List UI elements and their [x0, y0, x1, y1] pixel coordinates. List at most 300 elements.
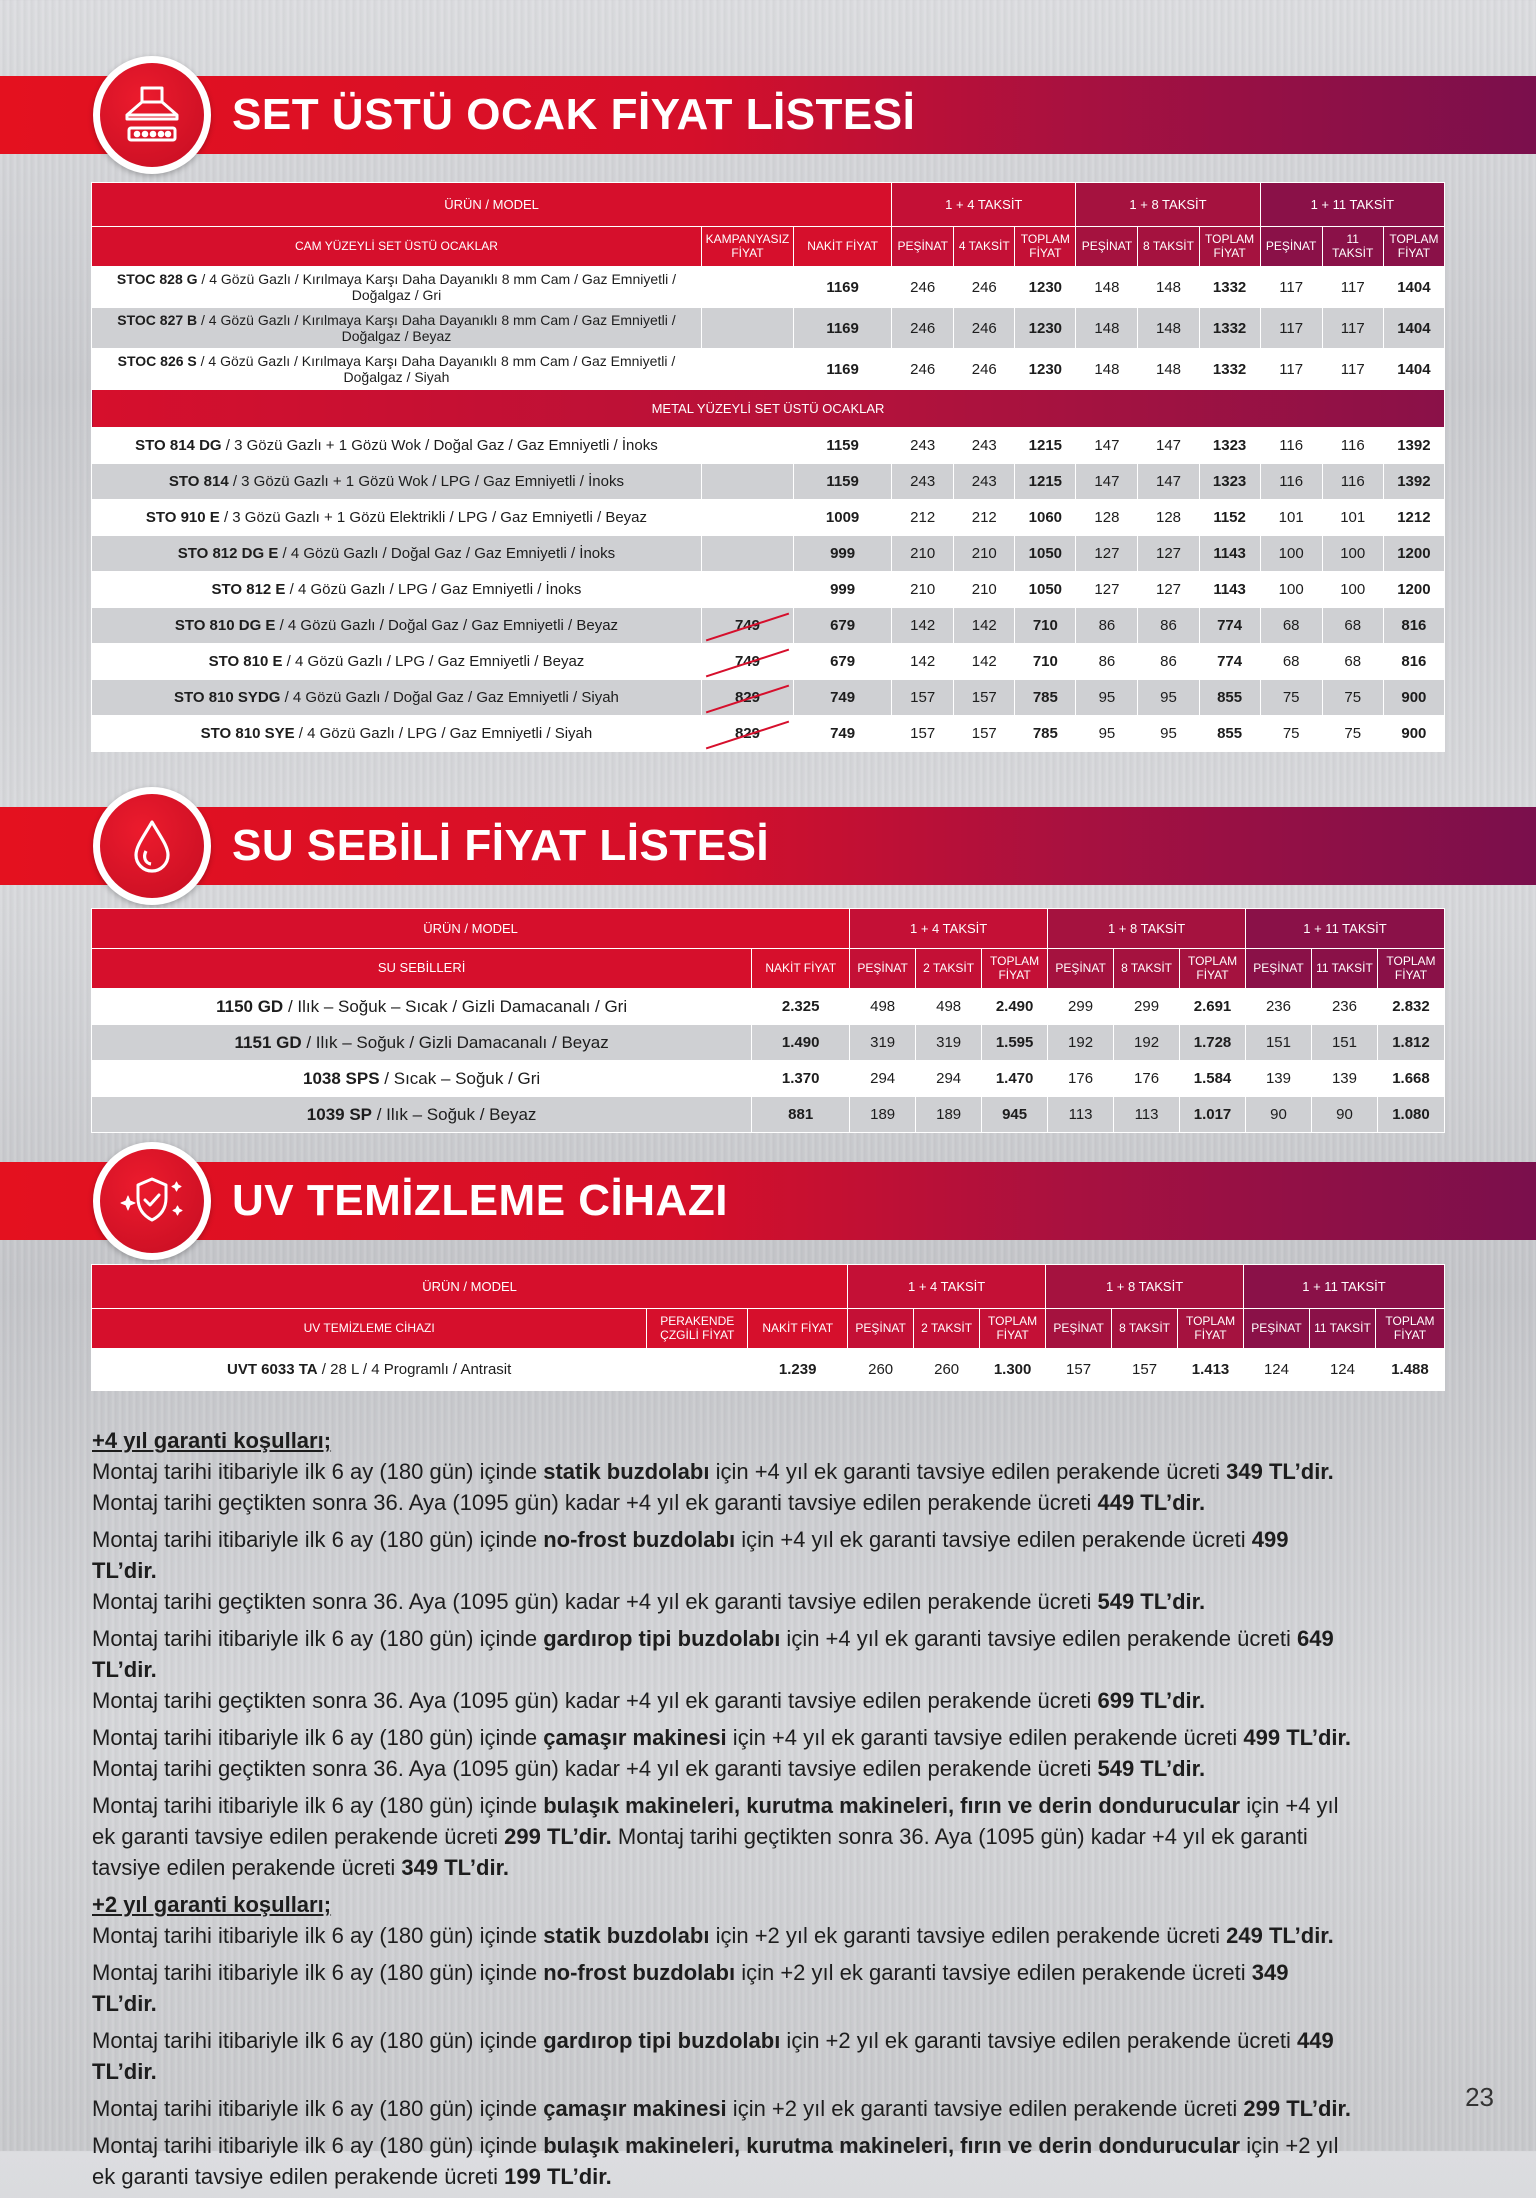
group-uv: UV TEMİZLEME CİHAZI — [92, 1309, 647, 1349]
body-text: Montaj tarihi itibariyle ilk 6 ay (180 gün) içinde — [92, 2133, 544, 2158]
list-price — [701, 500, 793, 536]
emphasis-text: gardırop tipi buzdolabı — [543, 2028, 781, 2053]
down-payment-11: 90 — [1246, 1097, 1312, 1133]
total-4: 1230 — [1015, 267, 1076, 308]
sebil-col-down-4: PEŞİNAT — [850, 949, 916, 989]
sebil-col-plan-11: 1 + 11 TAKSİT — [1246, 909, 1445, 949]
installment-11: 116 — [1322, 464, 1383, 500]
down-payment-8: 95 — [1076, 716, 1138, 752]
sebil-col-down-8: PEŞİNAT — [1048, 949, 1114, 989]
installment-8: 95 — [1138, 680, 1199, 716]
total-11: 1.668 — [1377, 1061, 1444, 1097]
model-code: 1039 SP — [306, 1104, 373, 1124]
down-payment-8: 128 — [1076, 500, 1138, 536]
ocak-title: SET ÜSTÜ OCAK FİYAT LİSTESİ — [232, 90, 916, 139]
model-spec: / Ilık – Soğuk / Beyaz — [372, 1104, 537, 1124]
table-row — [92, 308, 1445, 349]
cash-price: 1169 — [794, 267, 892, 308]
body-text: Montaj tarihi geçtikten sonra 36. Aya (1095 gün) kadar +4 yıl ek garanti tavsiye edilen perakende ücreti — [92, 1756, 1098, 1781]
installment-8: 127 — [1138, 536, 1199, 572]
cash-price: 1169 — [794, 308, 892, 349]
total-8: 1.017 — [1180, 1097, 1246, 1133]
product-description — [92, 500, 702, 536]
down-payment-8: 127 — [1076, 572, 1138, 608]
col-down-11: PEŞİNAT — [1260, 227, 1322, 267]
product-description — [92, 716, 702, 752]
sebil-col-total-8: TOPLAM FİYAT — [1180, 949, 1246, 989]
installment-8: 86 — [1138, 644, 1199, 680]
body-text: için +4 yıl ek garanti tavsiye edilen perakende ücreti — [709, 1459, 1227, 1484]
model-code: STOC 826 S — [117, 352, 197, 369]
model-code: STO 910 E — [145, 508, 220, 526]
warranty-paragraph — [92, 1623, 1352, 1716]
emphasis-text: 249 TL’dir. — [1226, 1923, 1334, 1948]
model-spec: / 4 Gözü Gazlı / Kırılmaya Karşı Daha Dayanıklı 8 mm Cam / Gaz Emniyetli / Doğalgaz / Gri — [197, 270, 677, 303]
total-11: 1404 — [1383, 267, 1444, 308]
installment-4: 157 — [954, 716, 1015, 752]
total-4: 785 — [1015, 716, 1076, 752]
emphasis-text: çamaşır makinesi — [543, 2096, 727, 2121]
down-payment-11: 100 — [1260, 536, 1322, 572]
cash-price: 749 — [794, 680, 892, 716]
down-payment-11: 117 — [1260, 267, 1322, 308]
model-code: STOC 827 B — [117, 311, 198, 328]
installment-11: 236 — [1311, 989, 1377, 1025]
model-code: STOC 828 G — [116, 270, 198, 287]
product-description — [92, 267, 702, 308]
cash-price: 679 — [794, 608, 892, 644]
installment-8: 147 — [1138, 464, 1199, 500]
uv-col-down-8: PEŞİNAT — [1046, 1309, 1112, 1349]
down-payment-11: 68 — [1260, 608, 1322, 644]
sebil-col-inst-4: 2 TAKSİT — [916, 949, 982, 989]
table-row — [92, 464, 1445, 500]
body-text: için +2 yıl ek garanti tavsiye edilen perakende ücreti — [92, 2133, 1339, 2189]
down-payment-4: 246 — [892, 308, 954, 349]
table-row — [92, 267, 1445, 308]
installment-11: 75 — [1322, 680, 1383, 716]
body-text: için +4 yıl ek garanti tavsiye edilen perakende ücreti — [726, 1725, 1244, 1750]
total-4: 1.595 — [982, 1025, 1048, 1061]
installment-4: 319 — [916, 1025, 982, 1061]
table-row — [92, 1061, 1445, 1097]
col-total-11: TOPLAM FİYAT — [1383, 227, 1444, 267]
down-payment-4: 189 — [850, 1097, 916, 1133]
uv-col-retail: PERAKENDE ÇZGİLİ FİYAT — [647, 1309, 748, 1349]
table-row — [92, 644, 1445, 680]
total-11: 816 — [1383, 608, 1444, 644]
installment-8: 113 — [1114, 1097, 1180, 1133]
down-payment-4: 142 — [892, 608, 954, 644]
total-4: 785 — [1015, 680, 1076, 716]
product-description — [92, 1097, 752, 1133]
down-payment-4: 210 — [892, 572, 954, 608]
model-spec: / 4 Gözü Gazlı / LPG / Gaz Emniyetli / İnoks — [285, 580, 582, 598]
total-4: 1230 — [1015, 308, 1076, 349]
shield-check-icon — [116, 1171, 188, 1231]
ocak-banner — [0, 76, 1536, 154]
plus2-title: +2 yıl garanti koşulları; — [92, 1892, 332, 1917]
model-spec: / 28 L / 4 Programlı / Antrasit — [317, 1360, 512, 1378]
cash-price: 1009 — [794, 500, 892, 536]
down-payment-4: 319 — [850, 1025, 916, 1061]
body-text: Montaj tarihi geçtikten sonra 36. Aya (1095 gün) kadar +4 yıl ek garanti tavsiye edilen perakende ücreti — [92, 1490, 1098, 1515]
cash-price: 1.239 — [748, 1349, 848, 1391]
table-row — [92, 500, 1445, 536]
table-row — [92, 349, 1445, 390]
installment-11: 90 — [1311, 1097, 1377, 1133]
emphasis-text: statik buzdolabı — [543, 1459, 710, 1484]
cooker-hood-icon — [119, 82, 185, 148]
total-8: 1332 — [1199, 267, 1260, 308]
down-payment-8: 86 — [1076, 644, 1138, 680]
warranty-paragraph — [92, 2025, 1352, 2087]
cash-price: 749 — [794, 716, 892, 752]
installment-11: 124 — [1309, 1349, 1375, 1391]
body-text: Montaj tarihi itibariyle ilk 6 ay (180 gün) içinde — [92, 1960, 544, 1985]
installment-4: 243 — [954, 428, 1015, 464]
installment-8: 148 — [1138, 349, 1199, 390]
total-8: 1143 — [1199, 572, 1260, 608]
body-text: Montaj tarihi itibariyle ilk 6 ay (180 gün) içinde — [92, 1527, 544, 1552]
total-8: 1332 — [1199, 349, 1260, 390]
product-description — [92, 536, 702, 572]
body-text: Montaj tarihi itibariyle ilk 6 ay (180 gün) içinde — [92, 1725, 544, 1750]
installment-4: 260 — [914, 1349, 980, 1391]
installment-11: 117 — [1322, 349, 1383, 390]
warranty-terms — [92, 1425, 1352, 2198]
body-text: için +4 yıl ek garanti tavsiye edilen perakende ücreti — [780, 1626, 1297, 1651]
body-text: Montaj tarihi geçtikten sonra 36. Aya (1095 gün) kadar +4 yıl ek garanti tavsiye edilen perakende ücreti — [92, 1824, 1308, 1880]
uv-col-inst-11: 11 TAKSİT — [1309, 1309, 1375, 1349]
down-payment-11: 124 — [1244, 1349, 1310, 1391]
emphasis-text: bulaşık makineleri, kurutma makineleri, fırın ve derin dondurucular — [543, 1793, 1241, 1818]
total-8: 774 — [1199, 644, 1260, 680]
product-description — [92, 989, 752, 1025]
model-spec: / 4 Gözü Gazlı / LPG / Gaz Emniyetli / Siyah — [294, 724, 593, 742]
installment-11: 101 — [1322, 500, 1383, 536]
total-11: 1200 — [1383, 572, 1444, 608]
sebil-col-total-11: TOPLAM FİYAT — [1377, 949, 1444, 989]
list-price: 829 — [701, 680, 793, 716]
installment-4: 243 — [954, 464, 1015, 500]
col-inst-4: 4 TAKSİT — [954, 227, 1015, 267]
model-code: STO 810 SYDG — [173, 688, 281, 706]
installment-8: 148 — [1138, 308, 1199, 349]
emphasis-text: no-frost buzdolabı — [543, 1960, 736, 1985]
down-payment-11: 100 — [1260, 572, 1322, 608]
total-11: 1212 — [1383, 500, 1444, 536]
sebil-col-plan-8: 1 + 8 TAKSİT — [1048, 909, 1246, 949]
emphasis-text: 449 TL’dir. — [92, 2028, 1334, 2084]
total-4: 710 — [1015, 608, 1076, 644]
model-spec: / 3 Gözü Gazlı + 1 Gözü Wok / Doğal Gaz / Gaz Emniyetli / İnoks — [221, 436, 658, 454]
installment-8: 176 — [1114, 1061, 1180, 1097]
cash-price: 999 — [794, 536, 892, 572]
table-row — [92, 716, 1445, 752]
total-11: 1404 — [1383, 308, 1444, 349]
total-11: 1392 — [1383, 464, 1444, 500]
total-11: 900 — [1383, 680, 1444, 716]
uv-col-inst-8: 8 TAKSİT — [1112, 1309, 1178, 1349]
list-price — [701, 349, 793, 390]
total-8: 855 — [1199, 680, 1260, 716]
emphasis-text: 299 TL’dir. — [504, 1824, 612, 1849]
product-description — [92, 308, 702, 349]
col-plan-11: 1 + 11 TAKSİT — [1260, 183, 1444, 227]
col-inst-8: 8 TAKSİT — [1138, 227, 1199, 267]
col-plan-4: 1 + 4 TAKSİT — [892, 183, 1076, 227]
sebil-banner — [0, 807, 1536, 885]
product-description — [92, 349, 702, 390]
list-price — [701, 428, 793, 464]
uv-col-plan-4: 1 + 4 TAKSİT — [848, 1265, 1046, 1309]
uv-col-plan-8: 1 + 8 TAKSİT — [1046, 1265, 1244, 1309]
cash-price: 1.490 — [752, 1025, 850, 1061]
down-payment-4: 260 — [848, 1349, 914, 1391]
list-price: 749 — [701, 608, 793, 644]
down-payment-11: 116 — [1260, 464, 1322, 500]
sebil-col-inst-11: 11 TAKSİT — [1311, 949, 1377, 989]
uv-title: UV TEMİZLEME CİHAZI — [232, 1176, 728, 1225]
down-payment-11: 117 — [1260, 349, 1322, 390]
installment-11: 68 — [1322, 608, 1383, 644]
down-payment-11: 236 — [1246, 989, 1312, 1025]
water-drop-icon — [122, 816, 182, 876]
installment-4: 212 — [954, 500, 1015, 536]
model-spec: / 4 Gözü Gazlı / LPG / Gaz Emniyetli / Beyaz — [282, 652, 585, 670]
plus4-title: +4 yıl garanti koşulları; — [92, 1428, 332, 1453]
down-payment-4: 157 — [892, 716, 954, 752]
installment-8: 299 — [1114, 989, 1180, 1025]
down-payment-8: 192 — [1048, 1025, 1114, 1061]
down-payment-11: 75 — [1260, 680, 1322, 716]
body-text: için +2 yıl ek garanti tavsiye edilen perakende ücreti — [709, 1923, 1227, 1948]
body-text: Montaj tarihi itibariyle ilk 6 ay (180 gün) içinde — [92, 2028, 544, 2053]
model-spec: / 3 Gözü Gazlı + 1 Gözü Wok / LPG / Gaz Emniyetli / İnoks — [228, 472, 624, 490]
emphasis-text: 349 TL’dir. — [1226, 1459, 1334, 1484]
product-description — [92, 464, 702, 500]
sebil-col-plan-4: 1 + 4 TAKSİT — [850, 909, 1048, 949]
list-price — [701, 267, 793, 308]
emphasis-text: 499 TL’dir. — [92, 1527, 1289, 1583]
installment-11: 100 — [1322, 536, 1383, 572]
installment-4: 294 — [916, 1061, 982, 1097]
cash-price: 999 — [794, 572, 892, 608]
list-price — [701, 572, 793, 608]
emphasis-text: statik buzdolabı — [543, 1923, 710, 1948]
installment-8: 192 — [1114, 1025, 1180, 1061]
installment-11: 151 — [1311, 1025, 1377, 1061]
warranty-paragraph — [92, 2130, 1352, 2192]
col-inst-11: 11 TAKSİT — [1322, 227, 1383, 267]
installment-4: 246 — [954, 349, 1015, 390]
col-product-model: ÜRÜN / MODEL — [92, 183, 892, 227]
table-row — [92, 1349, 1445, 1391]
body-text: için +4 yıl ek garanti tavsiye edilen perakende ücreti — [92, 1793, 1339, 1849]
group-metal: METAL YÜZEYLİ SET ÜSTÜ OCAKLAR — [92, 390, 1445, 428]
total-8: 1152 — [1199, 500, 1260, 536]
down-payment-4: 498 — [850, 989, 916, 1025]
warranty-paragraph — [92, 1722, 1352, 1784]
uv-col-down-11: PEŞİNAT — [1244, 1309, 1310, 1349]
model-code: STO 810 DG E — [174, 616, 276, 634]
total-4: 1050 — [1015, 536, 1076, 572]
uv-icon-badge — [93, 1142, 211, 1260]
list-price — [647, 1349, 748, 1391]
model-spec: / 4 Gözü Gazlı / Kırılmaya Karşı Daha Dayanıklı 8 mm Cam / Gaz Emniyetli / Doğalgaz / Siyah — [196, 352, 676, 385]
emphasis-text: bulaşık makineleri, kurutma makineleri, fırın ve derin dondurucular — [543, 2133, 1241, 2158]
model-code: STO 812 DG E — [177, 544, 279, 562]
list-price — [701, 536, 793, 572]
uv-col-cash: NAKİT FİYAT — [748, 1309, 848, 1349]
down-payment-4: 246 — [892, 349, 954, 390]
warranty-paragraph — [92, 1920, 1352, 1951]
model-code: STO 810 SYE — [200, 724, 295, 742]
down-payment-11: 116 — [1260, 428, 1322, 464]
model-spec: / 3 Gözü Gazlı + 1 Gözü Elektrikli / LPG / Gaz Emniyetli / Beyaz — [219, 508, 648, 526]
installment-4: 498 — [916, 989, 982, 1025]
installment-11: 117 — [1322, 308, 1383, 349]
ocak-icon-badge — [93, 56, 211, 174]
installment-8: 128 — [1138, 500, 1199, 536]
product-description — [92, 572, 702, 608]
uv-col-total-4: TOPLAM FİYAT — [980, 1309, 1046, 1349]
installment-8: 127 — [1138, 572, 1199, 608]
product-description — [92, 608, 702, 644]
total-4: 2.490 — [982, 989, 1048, 1025]
down-payment-8: 157 — [1046, 1349, 1112, 1391]
down-payment-4: 212 — [892, 500, 954, 536]
total-8: 1143 — [1199, 536, 1260, 572]
total-8: 774 — [1199, 608, 1260, 644]
product-description — [92, 428, 702, 464]
warranty-paragraph — [92, 2093, 1352, 2124]
emphasis-text: gardırop tipi buzdolabı — [543, 1626, 781, 1651]
total-8: 855 — [1199, 716, 1260, 752]
sebil-col-down-11: PEŞİNAT — [1246, 949, 1312, 989]
sebil-col-inst-8: 8 TAKSİT — [1114, 949, 1180, 989]
total-11: 900 — [1383, 716, 1444, 752]
installment-4: 157 — [954, 680, 1015, 716]
sebil-price-table — [91, 908, 1445, 1133]
down-payment-8: 176 — [1048, 1061, 1114, 1097]
model-spec: / 4 Gözü Gazlı / Doğal Gaz / Gaz Emniyetli / Siyah — [280, 688, 619, 706]
down-payment-8: 148 — [1076, 349, 1138, 390]
total-4: 710 — [1015, 644, 1076, 680]
table-row — [92, 608, 1445, 644]
model-spec: / Ilık – Soğuk / Gizli Damacanalı / Beyaz — [301, 1032, 609, 1052]
installment-8: 86 — [1138, 608, 1199, 644]
installment-4: 246 — [954, 308, 1015, 349]
total-11: 1.488 — [1375, 1349, 1444, 1391]
down-payment-4: 294 — [850, 1061, 916, 1097]
down-payment-8: 148 — [1076, 267, 1138, 308]
down-payment-11: 68 — [1260, 644, 1322, 680]
down-payment-8: 148 — [1076, 308, 1138, 349]
total-8: 1.584 — [1180, 1061, 1246, 1097]
warranty-paragraph — [92, 1957, 1352, 2019]
total-11: 1.080 — [1377, 1097, 1444, 1133]
emphasis-text: 199 TL’dir. — [504, 2164, 612, 2189]
uv-col-total-11: TOPLAM FİYAT — [1375, 1309, 1444, 1349]
installment-4: 142 — [954, 608, 1015, 644]
total-8: 1323 — [1199, 464, 1260, 500]
installment-8: 148 — [1138, 267, 1199, 308]
model-spec: / Sıcak – Soğuk / Gri — [379, 1068, 541, 1088]
body-text: Montaj tarihi itibariyle ilk 6 ay (180 gün) içinde — [92, 1793, 544, 1818]
installment-11: 75 — [1322, 716, 1383, 752]
ocak-price-table — [91, 182, 1445, 752]
total-4: 1.300 — [980, 1349, 1046, 1391]
total-8: 1332 — [1199, 308, 1260, 349]
emphasis-text: 349 TL’dir. — [401, 1855, 510, 1880]
body-text: için +2 yıl ek garanti tavsiye edilen perakende ücreti — [735, 1960, 1252, 1985]
list-price — [701, 464, 793, 500]
installment-11: 68 — [1322, 644, 1383, 680]
installment-11: 139 — [1311, 1061, 1377, 1097]
uv-col-inst-4: 2 TAKSİT — [914, 1309, 980, 1349]
cash-price: 1159 — [794, 464, 892, 500]
uv-price-table — [91, 1264, 1445, 1391]
page-number: 23 — [1465, 2082, 1494, 2112]
total-4: 945 — [982, 1097, 1048, 1133]
product-description — [92, 1061, 752, 1097]
down-payment-11: 117 — [1260, 308, 1322, 349]
total-11: 1.812 — [1377, 1025, 1444, 1061]
model-code: STO 812 E — [211, 580, 286, 598]
body-text: Montaj tarihi geçtikten sonra 36. Aya (1095 gün) kadar +4 yıl ek garanti tavsiye edilen perakende ücreti — [92, 1589, 1098, 1614]
down-payment-4: 243 — [892, 464, 954, 500]
model-code: 1151 GD — [234, 1032, 302, 1052]
body-text: Montaj tarihi itibariyle ilk 6 ay (180 gün) içinde — [92, 2096, 544, 2121]
total-4: 1215 — [1015, 464, 1076, 500]
model-code: 1150 GD — [216, 996, 284, 1016]
model-code: STO 814 — [168, 472, 229, 490]
list-price — [701, 308, 793, 349]
installment-11: 116 — [1322, 428, 1383, 464]
product-description — [92, 1025, 752, 1061]
table-row — [92, 680, 1445, 716]
sebil-title: SU SEBİLİ FİYAT LİSTESİ — [232, 821, 770, 870]
model-code: STO 810 E — [208, 652, 283, 670]
sebil-col-total-4: TOPLAM FİYAT — [982, 949, 1048, 989]
down-payment-4: 157 — [892, 680, 954, 716]
cash-price: 1169 — [794, 349, 892, 390]
table-row — [92, 536, 1445, 572]
emphasis-text: 649 TL’dir. — [92, 1626, 1334, 1682]
down-payment-4: 246 — [892, 267, 954, 308]
col-cash: NAKİT FİYAT — [794, 227, 892, 267]
installment-8: 157 — [1112, 1349, 1178, 1391]
total-11: 816 — [1383, 644, 1444, 680]
installment-8: 95 — [1138, 716, 1199, 752]
down-payment-11: 101 — [1260, 500, 1322, 536]
total-4: 1050 — [1015, 572, 1076, 608]
list-price: 829 — [701, 716, 793, 752]
body-text: Montaj tarihi itibariyle ilk 6 ay (180 gün) içinde — [92, 1626, 544, 1651]
col-campaign-free: KAMPANYASIZ FİYAT — [701, 227, 793, 267]
uv-col-product-model: ÜRÜN / MODEL — [92, 1265, 848, 1309]
warranty-paragraph — [92, 1456, 1352, 1518]
body-text: Montaj tarihi geçtikten sonra 36. Aya (1095 gün) kadar +4 yıl ek garanti tavsiye edilen perakende ücreti — [92, 1688, 1098, 1713]
sebil-col-product-model: ÜRÜN / MODEL — [92, 909, 850, 949]
sebil-col-cash: NAKİT FİYAT — [752, 949, 850, 989]
list-price: 749 — [701, 644, 793, 680]
product-description — [92, 680, 702, 716]
table-row — [92, 572, 1445, 608]
model-code: UVT 6033 TA — [227, 1360, 318, 1378]
